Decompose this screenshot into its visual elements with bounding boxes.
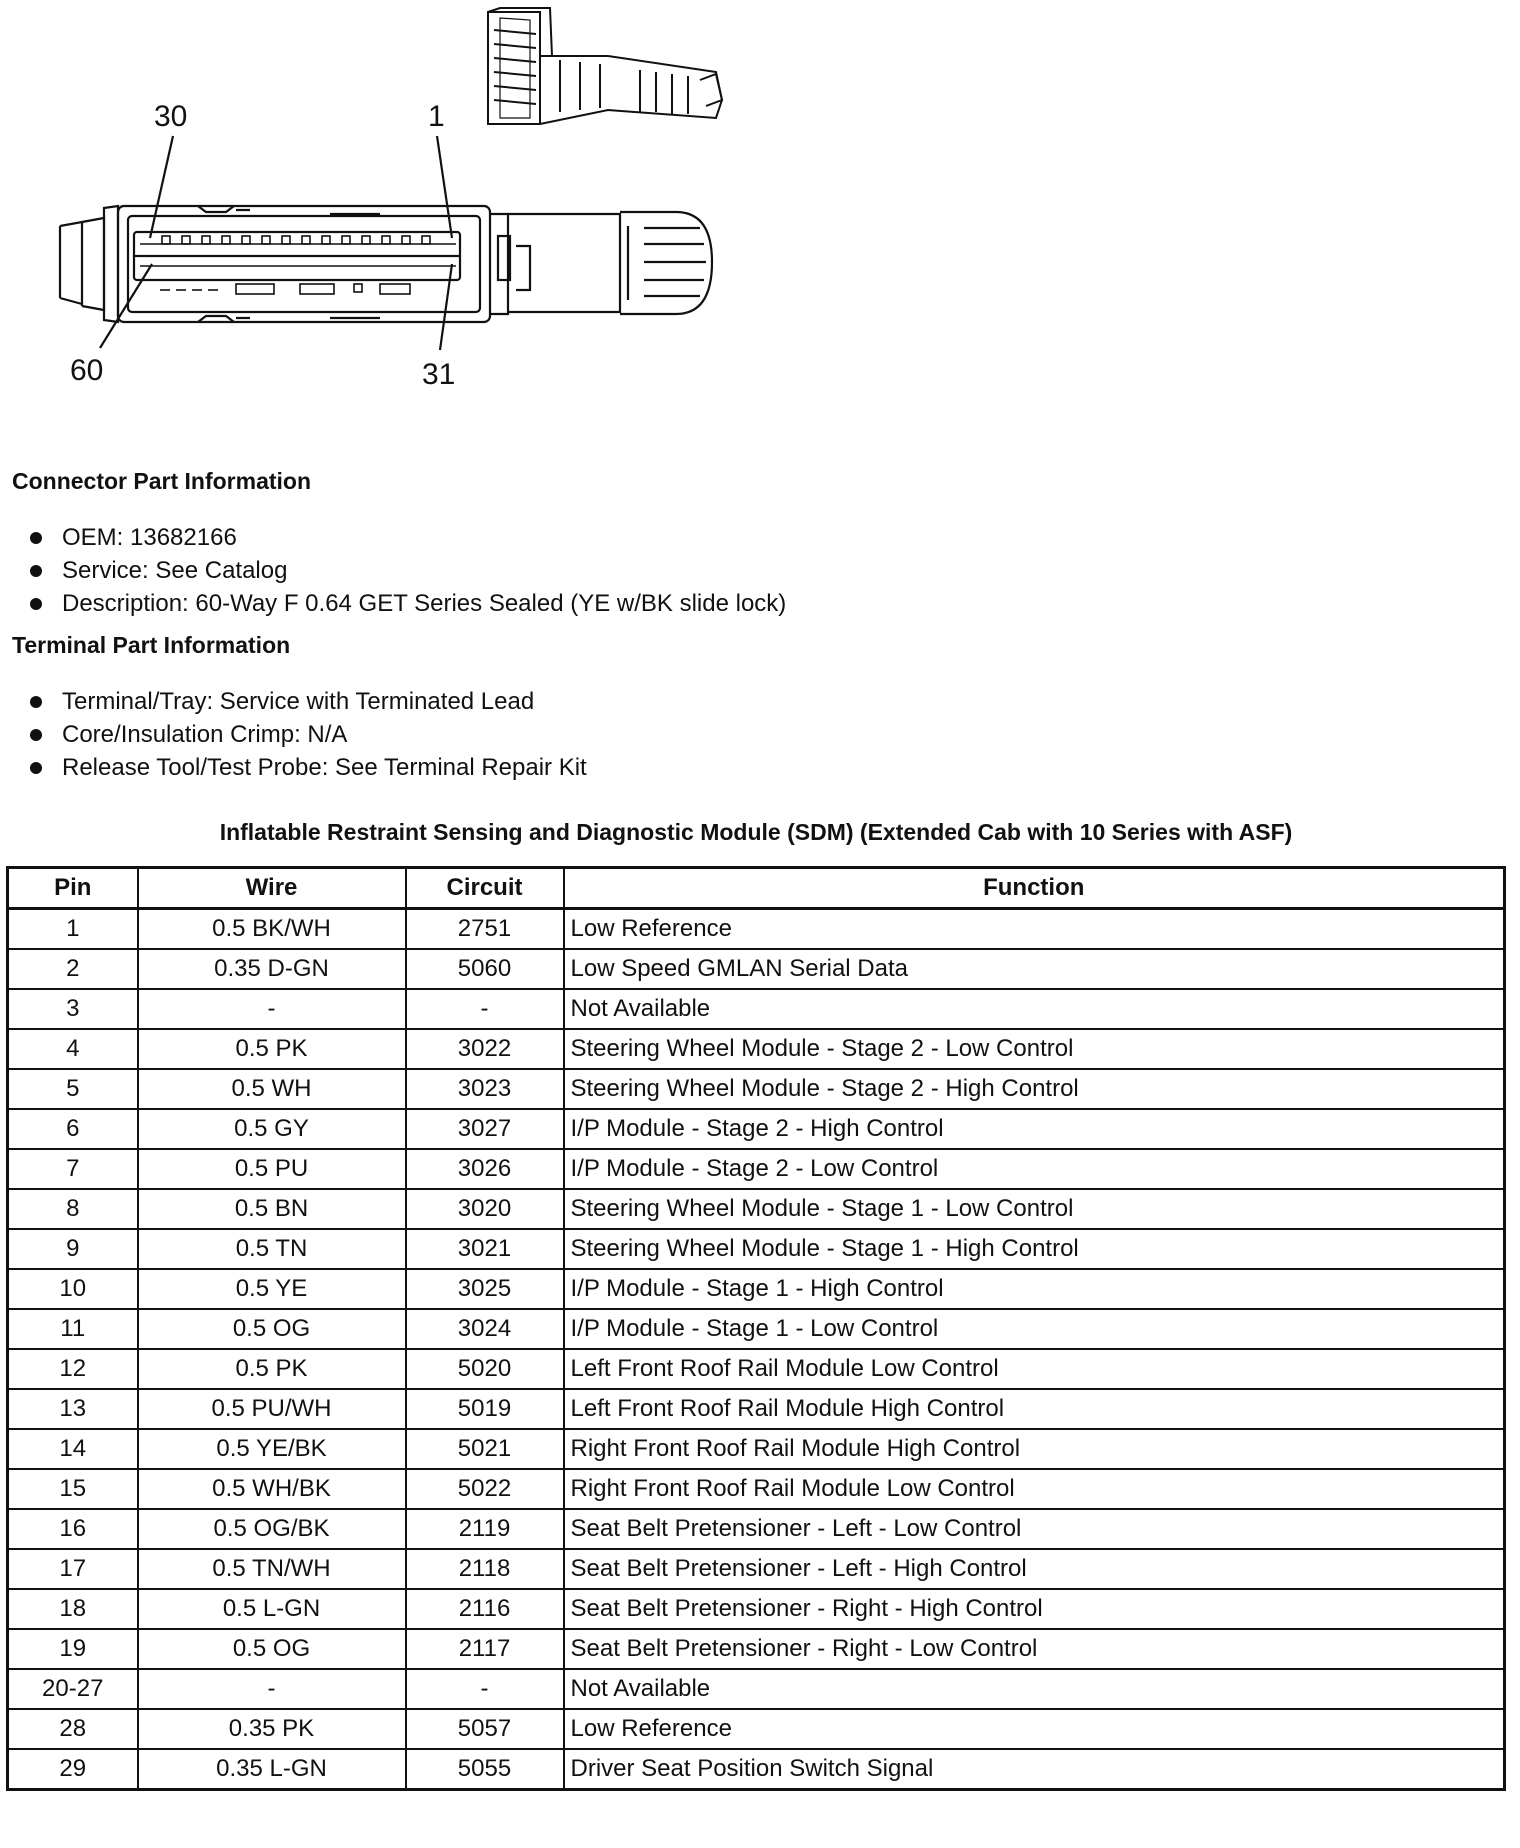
function-cell: Right Front Roof Rail Module Low Control (564, 1469, 1505, 1509)
wire-cell: 0.5 PU/WH (138, 1389, 406, 1429)
table-row (8, 1149, 1505, 1189)
wire-cell: - (138, 989, 406, 1029)
wire-cell: 0.5 YE (138, 1269, 406, 1309)
pin-cell: 16 (8, 1509, 138, 1549)
function-cell: Steering Wheel Module - Stage 2 - High Control (564, 1069, 1505, 1109)
table-row (8, 1749, 1505, 1790)
connector-info-heading: Connector Part Information (12, 468, 312, 494)
table-row (8, 1629, 1505, 1669)
table-row (8, 949, 1505, 989)
wire-cell: 0.5 OG (138, 1309, 406, 1349)
function-cell: Seat Belt Pretensioner - Right - Low Control (564, 1629, 1505, 1669)
table-row (8, 1189, 1505, 1229)
wire-cell: - (138, 1669, 406, 1709)
table-row (8, 1029, 1505, 1069)
circuit-cell: 3027 (406, 1109, 564, 1149)
circuit-cell: - (406, 989, 564, 1029)
pin-label-31: 31 (422, 358, 456, 391)
pin-cell: 20-27 (8, 1669, 138, 1709)
table-title: Inflatable Restraint Sensing and Diagnostic Module (SDM) (Extended Cab with 10 Series with ASF) (219, 819, 1293, 845)
function-cell: I/P Module - Stage 1 - Low Control (564, 1309, 1505, 1349)
table-row (8, 1389, 1505, 1429)
function-cell: Low Speed GMLAN Serial Data (564, 949, 1505, 989)
wire-cell: 0.35 D-GN (138, 949, 406, 989)
circuit-cell: - (406, 1669, 564, 1709)
circuit-cell: 5019 (406, 1389, 564, 1429)
function-cell: Not Available (564, 989, 1505, 1029)
circuit-cell: 5022 (406, 1469, 564, 1509)
function-cell: Seat Belt Pretensioner - Right - High Control (564, 1589, 1505, 1629)
pin-label-60: 60 (70, 354, 104, 387)
wire-cell: 0.5 PK (138, 1029, 406, 1069)
pin-cell: 11 (8, 1309, 138, 1349)
pin-cell: 5 (8, 1069, 138, 1109)
pin-cell: 3 (8, 989, 138, 1029)
function-cell: Steering Wheel Module - Stage 2 - Low Control (564, 1029, 1505, 1069)
pin-cell: 12 (8, 1349, 138, 1389)
table-row (8, 1549, 1505, 1589)
circuit-cell: 3025 (406, 1269, 564, 1309)
pin-cell: 2 (8, 949, 138, 989)
wire-cell: 0.5 PK (138, 1349, 406, 1389)
function-cell: Steering Wheel Module - Stage 1 - High Control (564, 1229, 1505, 1269)
circuit-cell: 3021 (406, 1229, 564, 1269)
pin-cell: 28 (8, 1709, 138, 1749)
function-cell: I/P Module - Stage 2 - Low Control (564, 1149, 1505, 1189)
pin-label-30: 30 (154, 100, 188, 133)
circuit-cell: 2751 (406, 909, 564, 950)
connector-body (60, 206, 712, 322)
column-header-pin: Pin (8, 868, 138, 909)
circuit-cell: 2117 (406, 1629, 564, 1669)
table-row (8, 1589, 1505, 1629)
pin-cell: 4 (8, 1029, 138, 1069)
terminal-info-list (30, 685, 587, 784)
table-body (8, 909, 1505, 1790)
circuit-cell: 3024 (406, 1309, 564, 1349)
function-cell: Left Front Roof Rail Module Low Control (564, 1349, 1505, 1389)
wire-cell: 0.5 TN (138, 1229, 406, 1269)
wire-cell: 0.5 WH/BK (138, 1469, 406, 1509)
pin-cell: 15 (8, 1469, 138, 1509)
table-row (8, 1469, 1505, 1509)
circuit-cell: 5060 (406, 949, 564, 989)
terminal-row-top (140, 236, 456, 244)
table-row (8, 1309, 1505, 1349)
circuit-cell: 2116 (406, 1589, 564, 1629)
function-cell: Seat Belt Pretensioner - Left - Low Control (564, 1509, 1505, 1549)
table-row (8, 1509, 1505, 1549)
pin-cell: 6 (8, 1109, 138, 1149)
pin-cell: 10 (8, 1269, 138, 1309)
wire-cell: 0.5 OG (138, 1629, 406, 1669)
pin-cell: 29 (8, 1749, 138, 1790)
wire-cell: 0.5 GY (138, 1109, 406, 1149)
wire-cell: 0.5 YE/BK (138, 1429, 406, 1469)
function-cell: Seat Belt Pretensioner - Left - High Control (564, 1549, 1505, 1589)
wire-cell: 0.35 PK (138, 1709, 406, 1749)
pin-cell: 14 (8, 1429, 138, 1469)
connector-thumbnail (488, 8, 722, 124)
connector-info-list (30, 521, 786, 620)
circuit-cell: 3023 (406, 1069, 564, 1109)
pin-cell: 9 (8, 1229, 138, 1269)
table-row (8, 1709, 1505, 1749)
terminal-info-item: Terminal/Tray: Service with Terminated Lead (30, 685, 587, 718)
pin-cell: 19 (8, 1629, 138, 1669)
wire-cell: 0.5 BN (138, 1189, 406, 1229)
terminal-info-item: Core/Insulation Crimp: N/A (30, 718, 587, 751)
circuit-cell: 5021 (406, 1429, 564, 1469)
function-cell: I/P Module - Stage 2 - High Control (564, 1109, 1505, 1149)
function-cell: Driver Seat Position Switch Signal (564, 1749, 1505, 1790)
connector-info-item: OEM: 13682166 (30, 521, 786, 554)
circuit-cell: 5055 (406, 1749, 564, 1790)
table-row (8, 1429, 1505, 1469)
function-cell: Not Available (564, 1669, 1505, 1709)
wire-cell: 0.35 L-GN (138, 1749, 406, 1790)
function-cell: Low Reference (564, 1709, 1505, 1749)
leader-lines (100, 136, 452, 350)
pin-cell: 8 (8, 1189, 138, 1229)
function-cell: Right Front Roof Rail Module High Control (564, 1429, 1505, 1469)
table-row (8, 1669, 1505, 1709)
function-cell: I/P Module - Stage 1 - High Control (564, 1269, 1505, 1309)
wire-cell: 0.5 PU (138, 1149, 406, 1189)
table-row (8, 1349, 1505, 1389)
pin-label-1: 1 (428, 100, 445, 133)
connector-info-item: Description: 60-Way F 0.64 GET Series Sealed (YE w/BK slide lock) (30, 587, 786, 620)
terminal-info-item: Release Tool/Test Probe: See Terminal Repair Kit (30, 751, 587, 784)
function-cell: Steering Wheel Module - Stage 1 - Low Control (564, 1189, 1505, 1229)
circuit-cell: 5020 (406, 1349, 564, 1389)
pin-cell: 18 (8, 1589, 138, 1629)
table-row (8, 1269, 1505, 1309)
column-header-function: Function (564, 868, 1505, 909)
wire-cell: 0.5 WH (138, 1069, 406, 1109)
table-row (8, 1069, 1505, 1109)
circuit-cell: 3022 (406, 1029, 564, 1069)
wire-cell: 0.5 TN/WH (138, 1549, 406, 1589)
column-header-wire: Wire (138, 868, 406, 909)
circuit-cell: 3026 (406, 1149, 564, 1189)
connector-diagram (0, 0, 760, 400)
wire-cell: 0.5 BK/WH (138, 909, 406, 950)
table-row (8, 1109, 1505, 1149)
column-header-circuit: Circuit (406, 868, 564, 909)
table-row (8, 989, 1505, 1029)
wire-cell: 0.5 L-GN (138, 1589, 406, 1629)
table-row (8, 909, 1505, 950)
function-cell: Low Reference (564, 909, 1505, 950)
pin-cell: 7 (8, 1149, 138, 1189)
circuit-cell: 5057 (406, 1709, 564, 1749)
terminal-info-heading: Terminal Part Information (12, 632, 291, 658)
circuit-cell: 2118 (406, 1549, 564, 1589)
pin-table (6, 866, 1506, 1791)
connector-info-item: Service: See Catalog (30, 554, 786, 587)
circuit-cell: 2119 (406, 1509, 564, 1549)
table-row (8, 1229, 1505, 1269)
table-header-row (8, 868, 1505, 909)
circuit-cell: 3020 (406, 1189, 564, 1229)
pin-cell: 13 (8, 1389, 138, 1429)
pin-cell: 1 (8, 909, 138, 950)
pin-cell: 17 (8, 1549, 138, 1589)
function-cell: Left Front Roof Rail Module High Control (564, 1389, 1505, 1429)
wire-cell: 0.5 OG/BK (138, 1509, 406, 1549)
